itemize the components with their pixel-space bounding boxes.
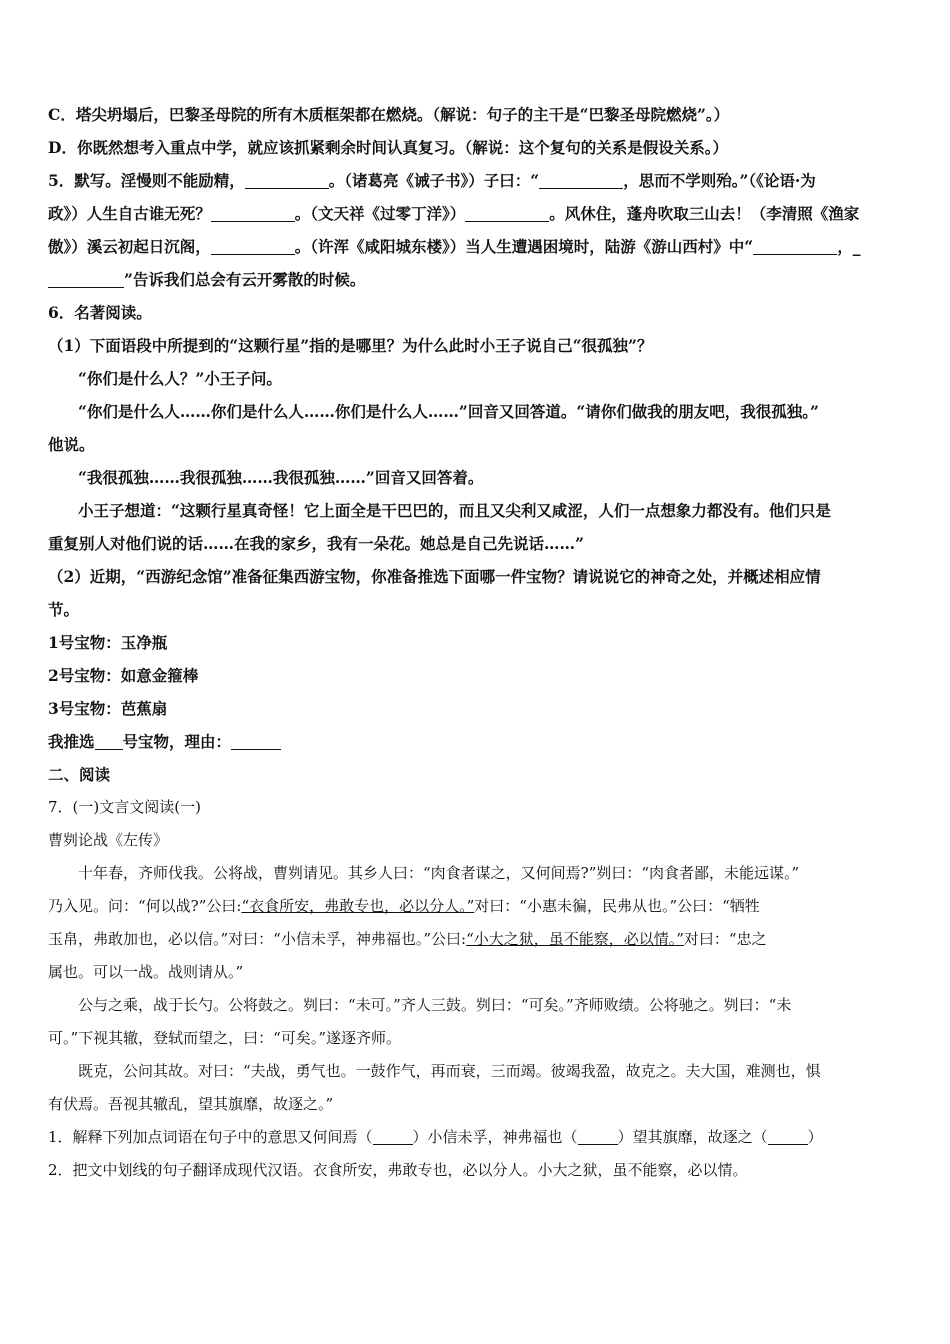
article-p1-l4: 属也。可以一战。战则请从。” bbox=[48, 963, 244, 981]
q7-title: 7．(一)文言文阅读(一) bbox=[48, 798, 201, 816]
article-p1-l2: 乃入见。问：“何以战?”公曰:“衣食所安，弗敢专也，必以分人。”对曰：“小惠未徧，民弗从也。”公曰：“牺牲 bbox=[48, 897, 760, 915]
answer-blank bbox=[465, 206, 549, 223]
question-2: 2．把文中划线的句子翻译成现代汉语。衣食所安，弗敢专也，必以分人。小大之狱，虽不能察，必以情。 bbox=[48, 1161, 748, 1179]
excerpt-p1: “你们是什么人？”小王子问。 bbox=[78, 369, 282, 388]
underlined-sentence-2: “小大之狱，虽不能察，必以情。” bbox=[466, 930, 684, 948]
underlined-sentence-1: “衣食所安，弗敢专也，必以分人。” bbox=[241, 897, 475, 915]
question-1: 1．解释下列加点词语在句子中的意思又何间焉（ ）小信未孚，神弗福也（ ）望其旗靡，故逐之（ ） bbox=[48, 1128, 823, 1146]
answer-blank bbox=[211, 206, 295, 223]
document-page bbox=[48, 98, 908, 1187]
answer-blank bbox=[768, 1129, 808, 1145]
excerpt-p2: “你们是什么人……你们是什么人……你们是什么人……”回音又回答道。“请你们做我的朋友吧，我很孤独。” bbox=[78, 402, 819, 421]
q6-sub2: （2）近期，“西游纪念馆”准备征集西游宝物，你准备推选下面哪一件宝物？请说说它的神奇之处，并概述相应情 bbox=[48, 567, 821, 586]
q5-line-4: ”告诉我们总会有云开雾散的时候。 bbox=[48, 263, 908, 296]
section-reading-title: 二、阅读 bbox=[48, 765, 111, 784]
answer-blank bbox=[245, 173, 329, 190]
q5-line-1: 5．默写。淫慢则不能励精， 。（诸葛亮《诫子书》）子曰：“ ，思而不学则殆。”（《论语·为 bbox=[48, 171, 816, 190]
answer-blank bbox=[373, 1129, 413, 1145]
excerpt-p2-cont: 他说。 bbox=[48, 435, 95, 454]
article-p3-l1: 既克，公问其故。对曰：“夫战，勇气也。一鼓作气，再而衰，三而竭。彼竭我盈，故克之。夫大国，难测也，惧 bbox=[78, 1062, 821, 1080]
excerpt-p3: “我很孤独……我很孤独……我很孤独……”回音又回答着。 bbox=[78, 468, 484, 487]
q6-sub1: （1）下面语段中所提到的“这颗行星”指的是哪里？为什么此时小王子说自己“很孤独”？ bbox=[48, 336, 653, 355]
q5-line-2: 政》）人生自古谁无死？ 。（文天祥《过零丁洋》） 。风休住，蓬舟吹取三山去！（李清照《渔家 bbox=[48, 204, 860, 223]
recommend-line: 我推选 号宝物，理由： bbox=[48, 725, 908, 758]
q6-sub2-cont: 节。 bbox=[48, 600, 80, 619]
answer-blank bbox=[231, 734, 281, 751]
treasure-1: 1号宝物：玉净瓶 bbox=[48, 633, 168, 652]
answer-blank bbox=[211, 239, 295, 256]
excerpt-p4-cont: 重复别人对他们说的话……在我的家乡，我有一朵花。她总是自己先说话……” bbox=[48, 534, 584, 553]
answer-blank bbox=[539, 173, 623, 190]
treasure-3: 3号宝物：芭蕉扇 bbox=[48, 699, 168, 718]
answer-blank bbox=[95, 734, 123, 751]
article-p1-l1: 十年春，齐师伐我。公将战，曹刿请见。其乡人曰：“肉食者谋之，又何间焉?”刿曰：“肉食者鄙，未能远谋。” bbox=[78, 864, 800, 882]
option-c: C．塔尖坍塌后，巴黎圣母院的所有木质框架都在燃烧。（解说：句子的主干是“巴黎圣母院燃烧”。） bbox=[48, 105, 730, 124]
excerpt-p4: 小王子想道：“这颗行星真奇怪！它上面全是干巴巴的，而且又尖利又咸涩，人们一点想象力都没有。他们只是 bbox=[78, 501, 831, 520]
answer-blank bbox=[753, 239, 837, 256]
article-title: 曹刿论战《左传》 bbox=[48, 831, 169, 849]
q5-line-3: 傲》）溪云初起日沉阁， 。（许浑《咸阳城东楼》）当人生遭遇困境时，陆游《游山西村》中“ ，_ bbox=[48, 237, 861, 256]
answer-blank bbox=[48, 272, 124, 289]
article-p2-l1: 公与之乘，战于长勺。公将鼓之。刿曰：“未可。”齐人三鼓。刿曰：“可矣。”齐师败绩。公将驰之。刿曰：“未 bbox=[78, 996, 792, 1014]
article-p3-l2: 有伏焉。吾视其辙乱，望其旗靡，故逐之。” bbox=[48, 1095, 334, 1113]
treasure-2: 2号宝物：如意金箍棒 bbox=[48, 666, 199, 685]
option-d: D．你既然想考入重点中学，就应该抓紧剩余时间认真复习。（解说：这个复句的关系是假设关系。） bbox=[48, 138, 728, 157]
answer-blank bbox=[578, 1129, 618, 1145]
article-p2-l2: 可。”下视其辙，登轼而望之，曰：“可矣。”遂逐齐师。 bbox=[48, 1029, 402, 1047]
article-p1-l3: 玉帛，弗敢加也，必以信。”对曰：“小信未孚，神弗福也。”公曰:“小大之狱，虽不能察，必以情。”对曰：“忠之 bbox=[48, 930, 767, 948]
q6-title: 6．名著阅读。 bbox=[48, 303, 152, 322]
